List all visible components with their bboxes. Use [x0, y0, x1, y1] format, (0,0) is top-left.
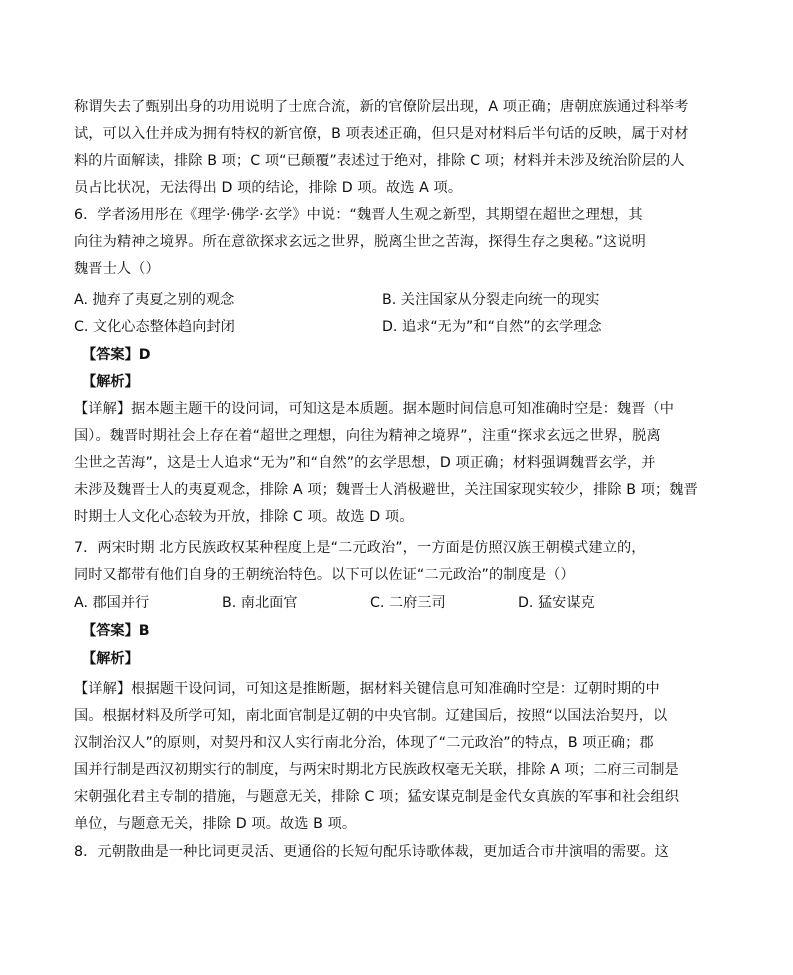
analysis-label: 【解析】 [82, 651, 139, 667]
option-a: A. 抛弃了夷夏之别的观念 [74, 292, 235, 308]
question-stem-line: 向往为精神之境界。所在意欲探求玄远之世界，脱离尘世之苦海，探得生存之奥秘。”这说明 [74, 234, 646, 250]
detail-line: 国。根据材料及所学可知，南北面官制是辽朝的中央官制。辽建国后，按照“以国法治契丹，以 [74, 708, 668, 724]
detail-line: 未涉及魏晋士人的夷夏观念，排除 A 项；魏晋士人消极避世，关注国家现实较少，排除 B 项；魏晋 [74, 482, 698, 498]
question-stem-line: 8．元朝散曲是一种比词更灵活、更通俗的长短句配乐诗歌体裁，更加适合市井演唱的需要。这 [74, 844, 669, 860]
question-stem-line: 7．两宋时期 北方民族政权某种程度上是“二元政治”，一方面是仿照汉族王朝模式建立的， [74, 540, 646, 556]
detail-line: 国）。魏晋时期社会上存在着“超世之理想，向往为精神之境界”，注重“探求玄远之世界，脱离 [74, 428, 661, 444]
option-d: D. 猛安谋克 [518, 595, 595, 611]
text-line: 试，可以入仕并成为拥有特权的新官僚，B 项表述正确，但只是对材料后半句话的反映，属于对材 [74, 126, 689, 142]
detail-line: 单位，与题意无关，排除 D 项。故选 B 项。 [74, 816, 357, 832]
text-line: 称谓失去了甄别出身的功用说明了士庶合流，新的官僚阶层出现，A 项正确；唐朝庶族通过科举考 [74, 99, 689, 115]
option-b: B. 关注国家从分裂走向统一的现实 [382, 292, 600, 308]
detail-line: 尘世之苦海”，这是士人追求“无为”和“自然”的玄学思想，D 项正确；材料强调魏晋玄学，并 [74, 455, 656, 471]
answer-label: 【答案】B [82, 623, 150, 639]
option-d: D. 追求“无为”和“自然”的玄学理念 [382, 319, 602, 335]
option-c: C. 文化心态整体趋向封闭 [74, 319, 235, 335]
question-stem-line: 同时又都带有他们自身的王朝统治特色。以下可以佐证“二元政治”的制度是（） [74, 567, 575, 583]
detail-line: 时期士人文化心态较为开放，排除 C 项。故选 D 项。 [74, 509, 414, 525]
option-b: B. 南北面官 [222, 595, 298, 611]
option-a: A. 郡国并行 [74, 595, 150, 611]
detail-line: 【详解】根据题干设问词，可知这是推断题，据材料关键信息可知准确时空是：辽朝时期的中 [74, 681, 660, 697]
detail-line: 汉制治汉人”的原则，对契丹和汉人实行南北分治，体现了“二元政治”的特点，B 项正确；郡 [74, 735, 654, 751]
answer-label: 【答案】D [82, 347, 151, 363]
detail-line: 宋朝强化君主专制的措施，与题意无关，排除 C 项；猛安谋克制是金代女真族的军事和社会组织 [74, 789, 680, 805]
option-c: C. 二府三司 [370, 595, 446, 611]
analysis-label: 【解析】 [82, 374, 139, 390]
detail-line: 国并行制是西汉初期实行的制度，与两宋时期北方民族政权毫无关联，排除 A 项；二府三司制是 [74, 762, 679, 778]
text-line: 料的片面解读，排除 B 项；C 项“已颠覆”表述过于绝对，排除 C 项；材料并未涉及统治阶层的人 [74, 153, 685, 169]
detail-line: 【详解】据本题主题干的设问词，可知这是本质题。据本题时间信息可知准确时空是：魏晋（中 [74, 401, 675, 417]
question-stem-line: 6．学者汤用彤在《理学·佛学·玄学》中说：“魏晋人生观之新型，其期望在超世之理想，其 [74, 207, 643, 223]
text-line: 员占比状况，无法得出 D 项的结论，排除 D 项。故选 A 项。 [74, 180, 463, 196]
question-stem-line: 魏晋士人（） [74, 261, 160, 277]
